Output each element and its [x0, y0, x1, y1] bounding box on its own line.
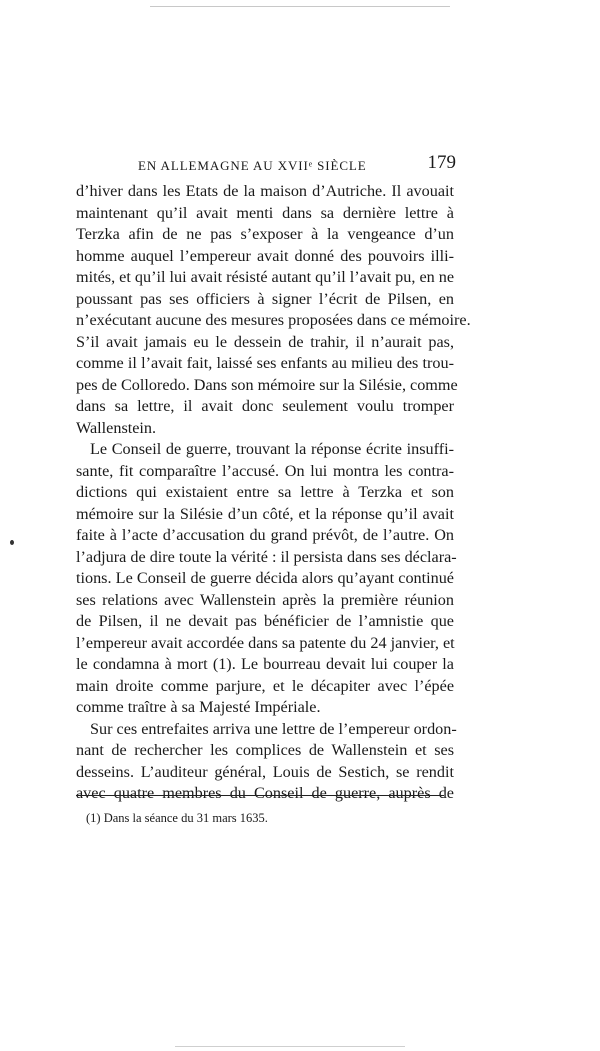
bottom-edge-rule: [175, 1046, 405, 1047]
text-line: pes de Colloredo. Dans son mémoire sur la Silésie, comme: [76, 375, 458, 394]
text-line: dictions qui existaient entre sa lettre à Terzka et son: [76, 483, 454, 501]
text-line: le condamna à mort (1). Le bourreau devait lui couper la: [76, 655, 454, 673]
text-line: homme auquel l’empereur avait donné des pouvoirs illi-: [76, 246, 454, 265]
page-header: [138, 152, 456, 178]
text-line: tions. Le Conseil de guerre décida alors qu’ayant continué: [76, 569, 454, 587]
text-line: avec quatre membres du Conseil de guerre, auprès de: [76, 784, 454, 802]
text-line: comme il l’avait fait, laissé ses enfants au milieu des trou-: [76, 354, 454, 372]
text-line: faite à l’acte d’accusation du grand prévôt, de l’autre. On: [76, 526, 454, 544]
footnote-separator: [76, 795, 444, 796]
text-line: sante, fit comparaître l’accusé. On lui montra les contra-: [76, 461, 454, 480]
top-edge-rule: [150, 6, 450, 7]
margin-speck: [10, 540, 14, 545]
text-line: dans sa lettre, il avait donc seulement voulu tromper: [76, 397, 454, 415]
paragraph-start-line: Le Conseil de guerre, trouvant la réponse écrite insuffi-: [90, 440, 454, 458]
text-line: comme traître à sa Majesté Impériale.: [76, 698, 321, 716]
text-line: Wallenstein.: [76, 418, 157, 437]
text-line: main droite comme parjure, et le décapiter avec l’épée: [76, 676, 454, 695]
text-line: mémoire sur la Silésie d’un côté, et la réponse qu’il avait: [76, 504, 454, 523]
text-line: d’hiver dans les Etats de la maison d’Autriche. Il avouait: [76, 182, 454, 200]
running-title: EN ALLEMAGNE AU XVIIᵉ SIÈCLE: [138, 158, 367, 173]
text-line: l’adjura de dire toute la vérité : il persista dans ses déclara-: [76, 547, 457, 566]
text-line: desseins. L’auditeur général, Louis de Sestich, se rendit: [76, 762, 454, 781]
text-line: mités, et qu’il lui avait résisté autant qu’il l’avait pu, en ne: [76, 268, 455, 286]
text-line: Terzka afin de ne pas s’exposer à la vengeance d’un: [76, 225, 454, 243]
text-line: ses relations avec Wallenstein après la première réunion: [76, 590, 454, 609]
paragraph-start-line: Sur ces entrefaites arriva une lettre de l’empereur ordon-: [90, 719, 457, 738]
text-line: S’il avait jamais eu le dessein de trahir, il n’aurait pas,: [76, 332, 454, 351]
page-number: 179: [427, 152, 456, 173]
text-line: l’empereur avait accordée dans sa patente du 24 janvier, et: [76, 633, 455, 652]
text-line: poussant pas ses officiers à signer l’écrit de Pilsen, en: [76, 289, 454, 308]
footnote: (1) Dans la séance du 31 mars 1635.: [86, 811, 268, 825]
text-line: nant de rechercher les complices de Wallenstein et ses: [76, 741, 454, 759]
text-line: maintenant qu’il avait menti dans sa dernière lettre à: [76, 203, 454, 222]
text-line: de Pilsen, il ne devait pas bénéficier de l’amnistie que: [76, 612, 454, 630]
body-text: [76, 181, 471, 805]
text-line: n’exécutant aucune des mesures proposées dans ce mémoire.: [76, 311, 471, 329]
